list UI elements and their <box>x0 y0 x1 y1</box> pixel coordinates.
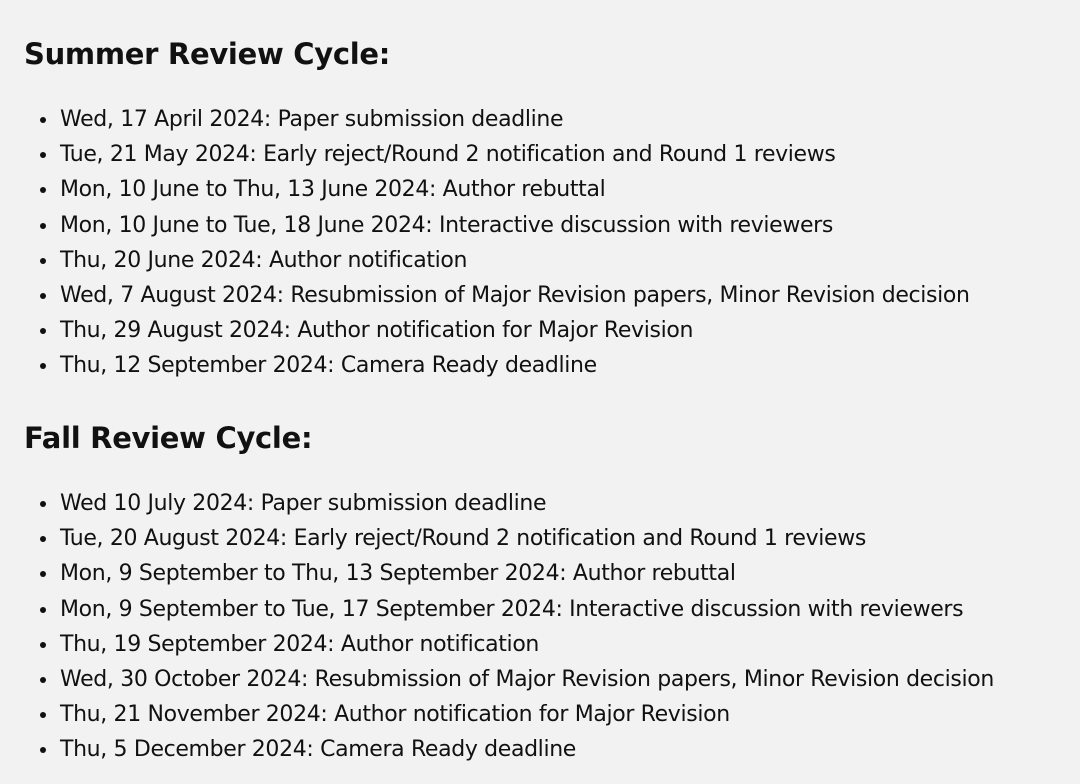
list-item: Mon, 9 September to Tue, 17 September 2024: Interactive discussion with reviewers <box>24 592 994 627</box>
summer-cycle-dates-list <box>24 102 970 384</box>
list-item: Mon, 10 June to Tue, 18 June 2024: Interactive discussion with reviewers <box>24 208 970 243</box>
list-item: Thu, 5 December 2024: Camera Ready deadline <box>24 732 994 767</box>
list-item: Thu, 21 November 2024: Author notification for Major Revision <box>24 697 994 732</box>
list-item: Tue, 20 August 2024: Early reject/Round 2 notification and Round 1 reviews <box>24 521 994 556</box>
list-item: Thu, 12 September 2024: Camera Ready deadline <box>24 348 970 383</box>
list-item: Wed, 17 April 2024: Paper submission deadline <box>24 102 970 137</box>
fall-cycle-dates-list <box>24 486 994 768</box>
list-item: Wed 10 July 2024: Paper submission deadline <box>24 486 994 521</box>
fall-cycle-heading: Fall Review Cycle: <box>24 421 313 455</box>
list-item: Thu, 20 June 2024: Author notification <box>24 243 970 278</box>
list-item: Thu, 19 September 2024: Author notification <box>24 627 994 662</box>
summer-cycle-heading: Summer Review Cycle: <box>24 37 391 71</box>
list-item: Mon, 10 June to Thu, 13 June 2024: Author rebuttal <box>24 172 970 207</box>
list-item: Thu, 29 August 2024: Author notification for Major Revision <box>24 313 970 348</box>
list-item: Tue, 21 May 2024: Early reject/Round 2 notification and Round 1 reviews <box>24 137 970 172</box>
list-item: Wed, 7 August 2024: Resubmission of Major Revision papers, Minor Revision decision <box>24 278 970 313</box>
list-item: Wed, 30 October 2024: Resubmission of Major Revision papers, Minor Revision decision <box>24 662 994 697</box>
list-item: Mon, 9 September to Thu, 13 September 2024: Author rebuttal <box>24 556 994 591</box>
